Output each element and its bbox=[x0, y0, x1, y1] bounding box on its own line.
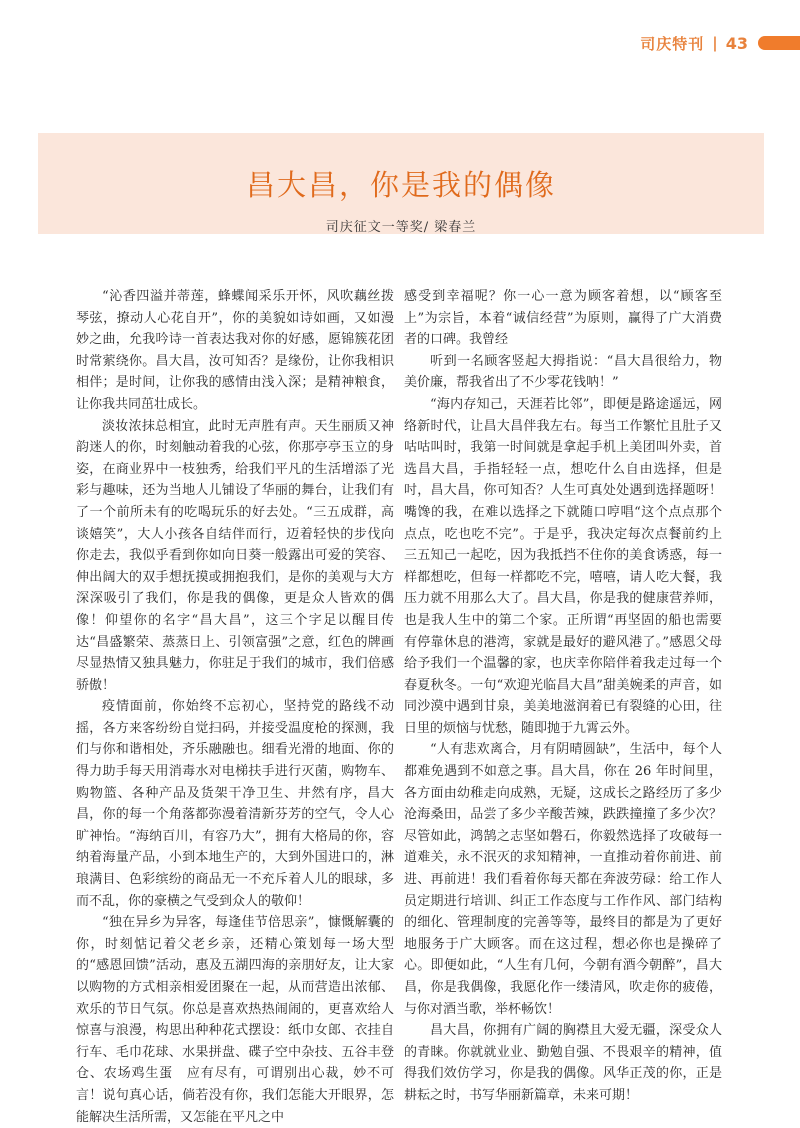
paragraph: 感受到幸福呢？你一心一意为顾客着想，以“顾客至上”为宗旨，本着“诚信经营”为原则，赢得了广大消费者的口碑。我曾经 bbox=[404, 289, 722, 348]
page-header bbox=[640, 30, 800, 56]
magazine-section-title: 司庆特刊 bbox=[640, 34, 705, 53]
paragraph: 疫情面前，你始终不忘初心，坚持党的路线不动摇，各方来客纷纷自觉扫码，并接受温度枪的探测，我们与你和谐相处，齐乐融融也。细看光滑的地面、你的得力助手每天用消毒水对电梯扶手进行灭菌，购物车、购物篮、各种产品及货架干净卫生、井然有序，昌大昌，你的每一个角落都弥漫着清新芬芳的空气，令人心旷神怡。“海纳百川，有容乃大”，拥有大格局的你，容纳着海量产品，小到本地生产的，大到外国进口的，淋琅满目、色彩缤纷的商品无一不充斥着人儿的眼球，多而不乱，你的豪横之气受到众人的敬仰！ bbox=[76, 699, 394, 909]
right-column bbox=[404, 286, 722, 1107]
paragraph: “沁香四溢并蒂莲，蜂蝶闻采乐开怀，风吹藕丝拨琴弦，撩动人心花自开”，你的美貌如诗如画，又如漫妙之曲，允我吟诗一首表达我对你的好感，愿锦簇花团时常萦绕你。昌大昌，汝可知否？是缘份，让你我相识相伴；是时间，让你我的感情由浅入深；是精神粮食，让你我共同茁壮成长。 bbox=[76, 289, 394, 412]
title-banner bbox=[38, 133, 764, 234]
header-separator: | bbox=[712, 34, 718, 52]
paragraph: “独在异乡为异客，每逢佳节倍思亲”，慷慨解囊的你，时刻惦记着父老乡亲，还精心策划每一场大型的“感恩回馈”活动，惠及五湖四海的亲朋好友，让大家以购物的方式相亲相爱团聚在一起，从而营造出浓郁、欢乐的节日气氛。你总是喜欢热热闹闹的，更喜欢给人惊喜与浪漫，构思出种种花式摆设：纸巾女郎、衣挂自行车、毛巾花球、水果拼盘、碟子空中杂技、五谷丰登仓、农场鸡生蛋 应有尽有，可谓别出心裁，妙不可言！说句真心话，倘若没有你，我们怎能大开眼界，怎能解决生活所需，又怎能在平凡之中 bbox=[76, 915, 394, 1125]
paragraph: 听到一名顾客竖起大拇指说：“昌大昌很给力，物美价廉，帮我省出了不少零花钱呐！” bbox=[404, 353, 722, 391]
paragraph: “人有悲欢离合，月有阴晴圆缺”，生活中，每个人都难免遇到不如意之事。昌大昌，你在 26 年时间里，各方面由幼稚走向成熟，无疑，这成长之路经历了多少沧海桑田，品尝了多少辛酸苦辣，跌跌撞撞了多少次？尽管如此，鸿鹄之志坚如磐石，你毅然选择了攻破每一道难关，永不泯灭的求知精神，一直推动着你前进、前进、再前进！我们看着你每天都在奔波劳碌：给工作人员定期进行培训、纠正工作态度与工作作风、部门结构的细化、管理制度的完善等等，最终目的都是为了更好地服务于广大顾客。而在这过程，想必你也是操碎了心。即便如此，“人生有几何，今朝有酒今朝醉”，昌大昌，你是我偶像，我愿化作一缕清风，吹走你的疲倦，与你对酒当歌，举杯畅饮！ bbox=[404, 742, 722, 1017]
page-number: 43 bbox=[725, 33, 748, 53]
article-title: 昌大昌，你是我的偶像 bbox=[245, 168, 556, 202]
page-tab-marker bbox=[758, 36, 800, 50]
left-column bbox=[76, 286, 394, 1128]
article-byline: 司庆征文一等奖/ 梁春兰 bbox=[325, 220, 477, 235]
paragraph: 昌大昌，你拥有广阔的胸襟且大爱无疆，深受众人的青睐。你就就业业、勤勉自强、不畏艰辛的精神，值得我们效仿学习，你是我的偶像。风华正茂的你，正是耕耘之时，书写华丽新篇章，未来可期！ bbox=[404, 1023, 722, 1103]
paragraph: “海内存知己，天涯若比邻”，即便是路途遥远，网络新时代，让昌大昌伴我左右。每当工作繁忙且肚子又咕咕叫时，我第一时间就是拿起手机上美团叫外卖，首选昌大昌，手指轻轻一点，想吃什么自由选择，但是吋，昌大昌，你可知否？人生可真处处遇到选择题呀！嘴馋的我，在难以选择之下就随口哼唱“这个点点那个点点，吃也吃不完”。于是乎，我决定每次点餐前约上三五知己一起吃，因为我抵挡不住你的美食诱惑，每一样都想吃，但每一样都吃不完，嘻嘻，请人吃大餐，我压力就不用那么大了。昌大昌，你是我的健康营养师，也是我人生中的第二个家。正所谓“再坚固的船也需要有停靠休息的港湾，家就是最好的避风港了。”感恩父母给予我们一个温馨的家，也庆幸你陪伴着我走过每一个春夏秋冬。一句“欢迎光临昌大昌”甜美婉柔的声音，如同沙漠中遇到甘泉，美美地滋润着已有裂缝的心田，往日里的烦恼与忧愁，随即抛于九霄云外。 bbox=[404, 396, 722, 736]
paragraph: 淡妆浓抹总相宜，此时无声胜有声。天生丽质又神韵迷人的你，时刻触动着我的心弦，你那亭亭玉立的身姿，在商业界中一枝独秀，给我们平凡的生活增添了光彩与趣味，还为当地人儿铺设了华丽的舞台，让我们有了一个前所未有的吃喝玩乐的好去处。“三五成群，高谈嬉笑”，大人小孩各自结伴而行，迈着轻快的步伐向你走去，我似乎看到你如向日葵一般露出可爱的笑容、伸出阔大的双手想抚摸或拥抱我们，是你的美观与大方深深吸引了我们，你是我的偶像，更是众人皆欢的偶像！仰望你的名字“昌大昌”，这三个字足以醒目传达“昌盛繁荣、蒸蒸日上、引领富强”之意，红色的牌画尽显热情又独具魅力，你驻足于我们的城市，我们倍感骄傲！ bbox=[76, 418, 394, 693]
